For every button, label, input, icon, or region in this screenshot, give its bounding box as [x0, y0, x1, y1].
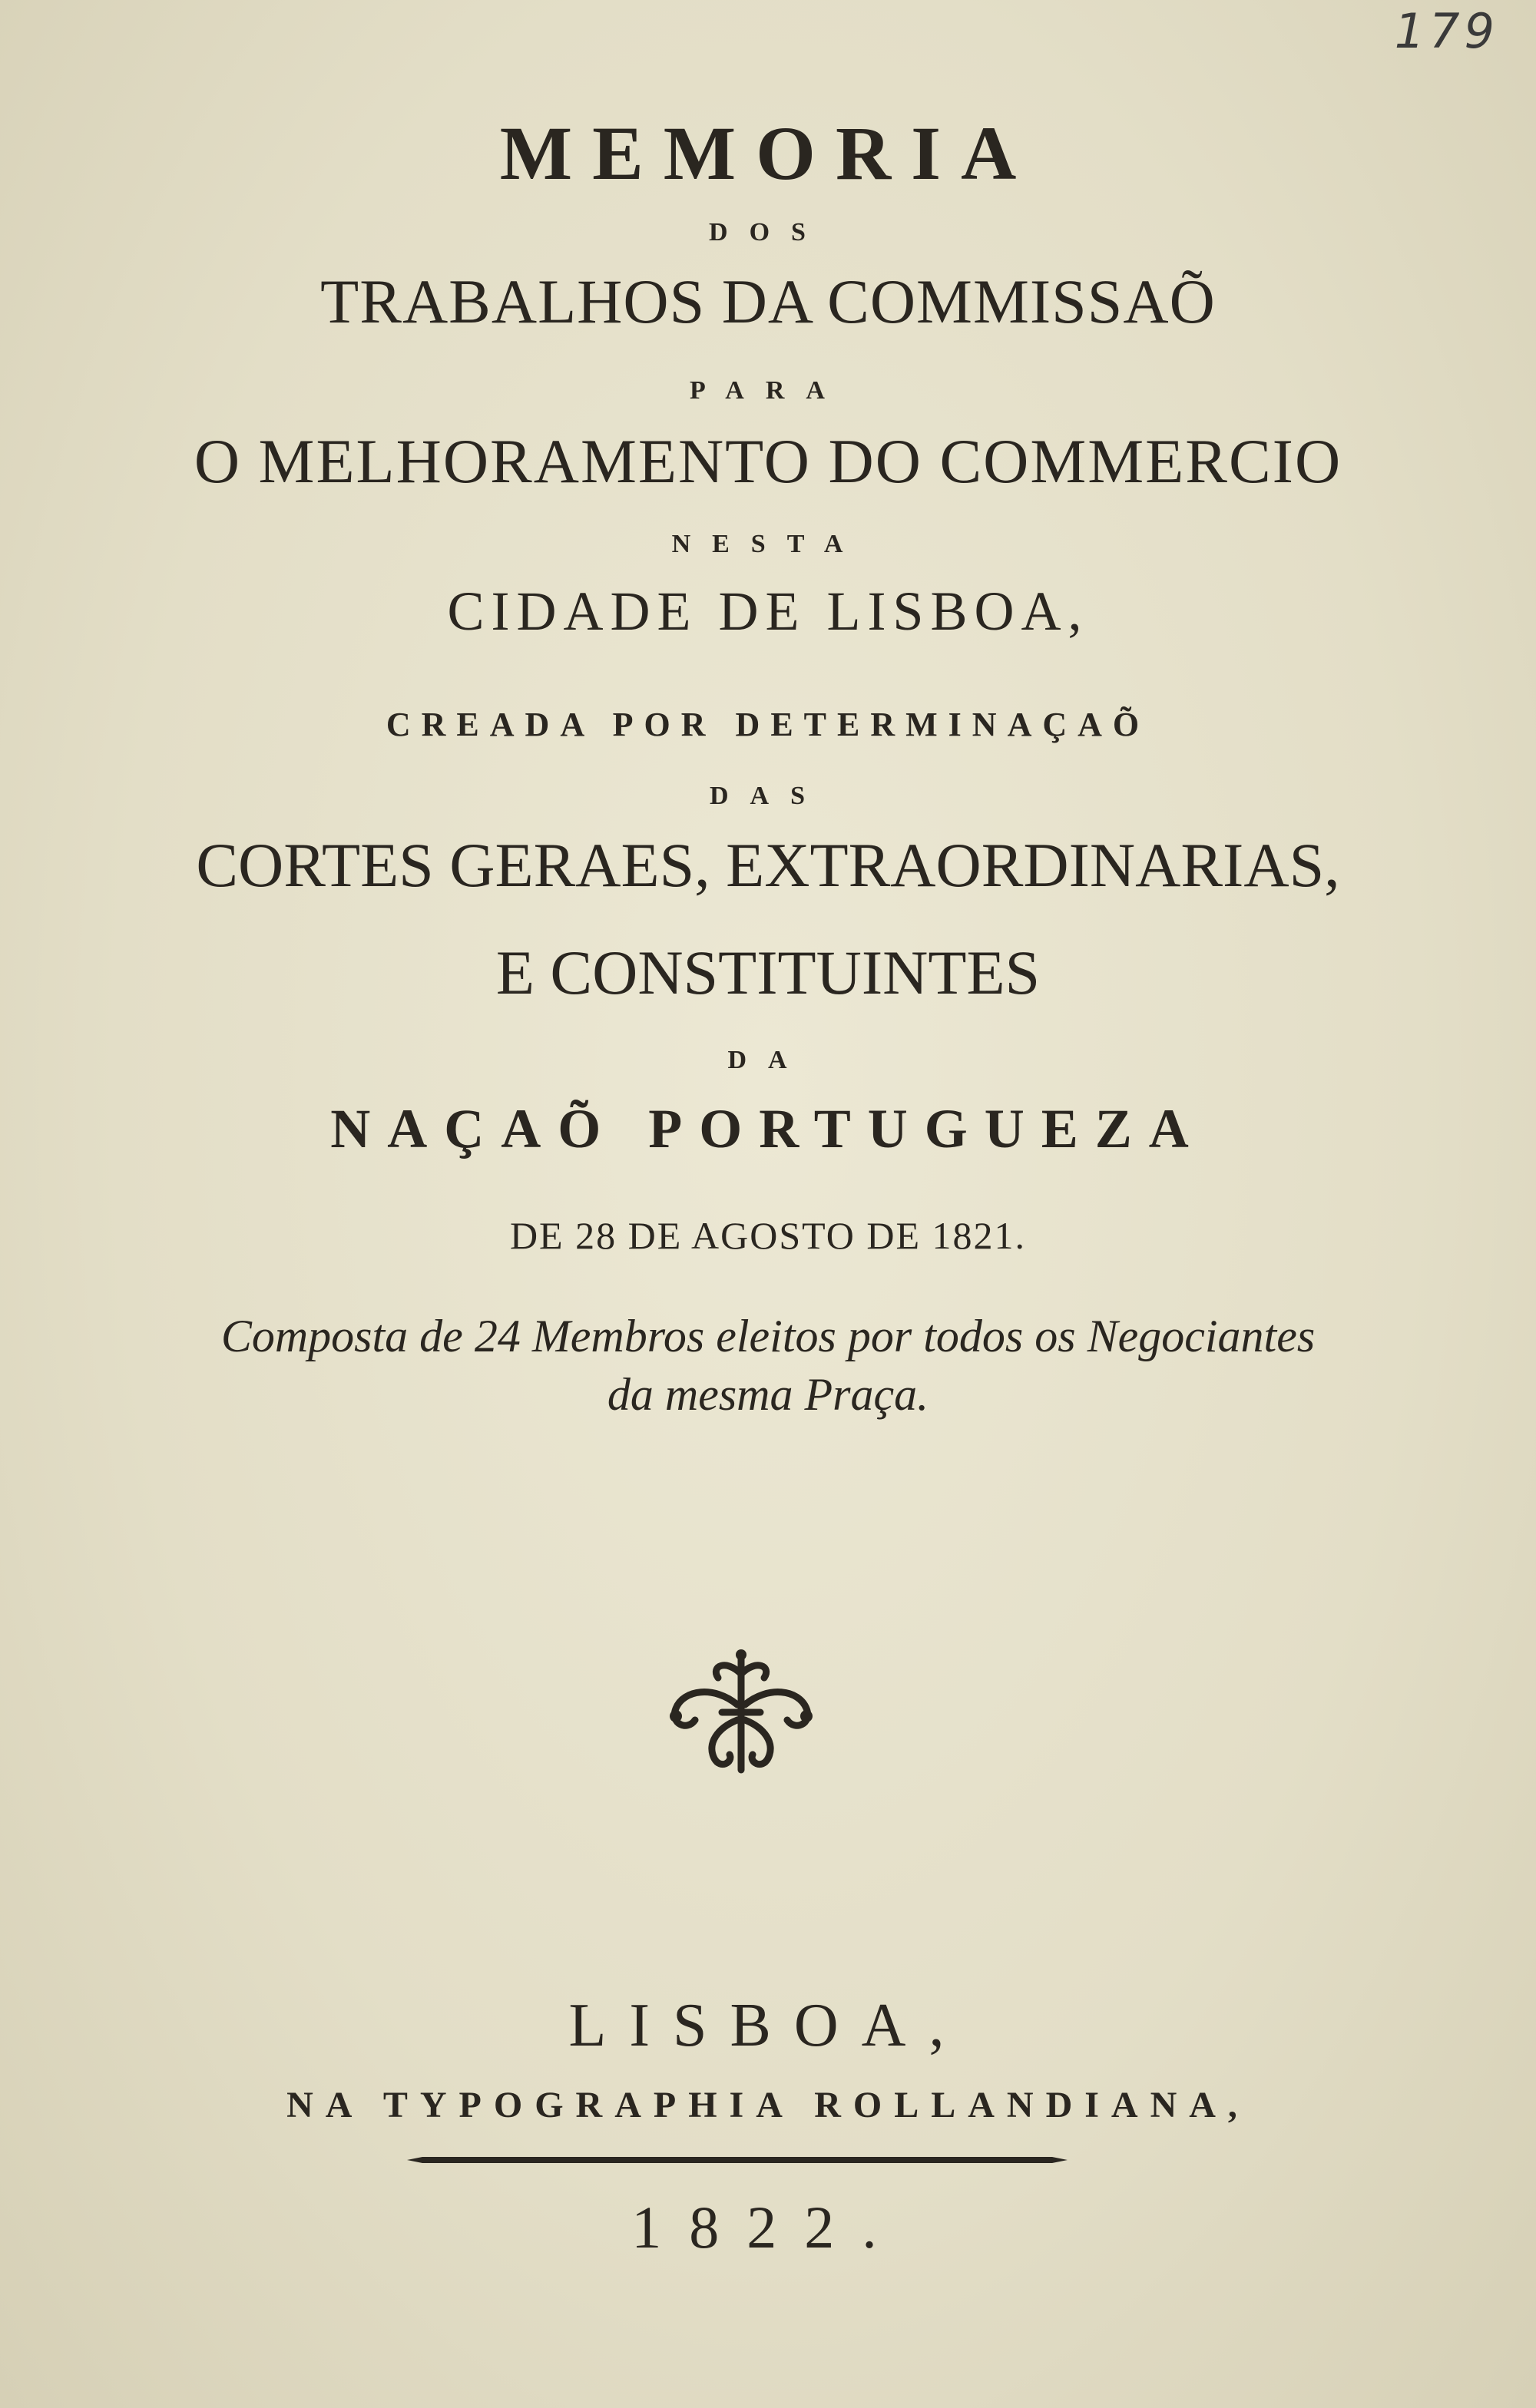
title-line-da: DA — [727, 1046, 809, 1074]
title-line-para: PARA — [690, 376, 846, 405]
title-line-cidade: CIDADE DE LISBOA, — [447, 580, 1089, 642]
imprint-printer: NA TYPOGRAPHIA ROLLANDIANA, — [286, 2085, 1250, 2125]
title-line-cortes: CORTES GERAES, EXTRAORDINARIAS, — [196, 830, 1340, 900]
title-memoria: MEMORIA — [499, 111, 1037, 196]
title-line-dos: DOS — [709, 218, 827, 246]
title-line-nacao: NAÇAÕ PORTUGUEZA — [330, 1098, 1206, 1159]
handwritten-page-number: 179 — [1394, 3, 1499, 59]
title-line-constituintes: E CONSTITUINTES — [495, 938, 1041, 1007]
fleuron-ornament-icon — [660, 1643, 822, 1781]
imprint-year: 1822. — [631, 2194, 905, 2261]
subtitle-line-2: da mesma Praça. — [607, 1369, 929, 1420]
title-line-creada: CREADA POR DETERMINAÇAÕ — [386, 706, 1150, 743]
title-line-nesta: NESTA — [671, 530, 865, 558]
title-line-melhoramento: O MELHORAMENTO DO COMMERCIO — [194, 426, 1342, 496]
subtitle-line-1: Composta de 24 Membros eleitos por todos os Negociantes — [220, 1311, 1316, 1361]
title-line-trabalhos: TRABALHOS DA COMMISSAÕ — [320, 266, 1216, 336]
imprint-city: LISBOA, — [568, 1992, 968, 2059]
decorative-rule — [407, 2155, 1068, 2165]
title-line-das: DAS — [709, 782, 827, 810]
title-line-date: DE 28 DE AGOSTO DE 1821. — [509, 1214, 1027, 1257]
